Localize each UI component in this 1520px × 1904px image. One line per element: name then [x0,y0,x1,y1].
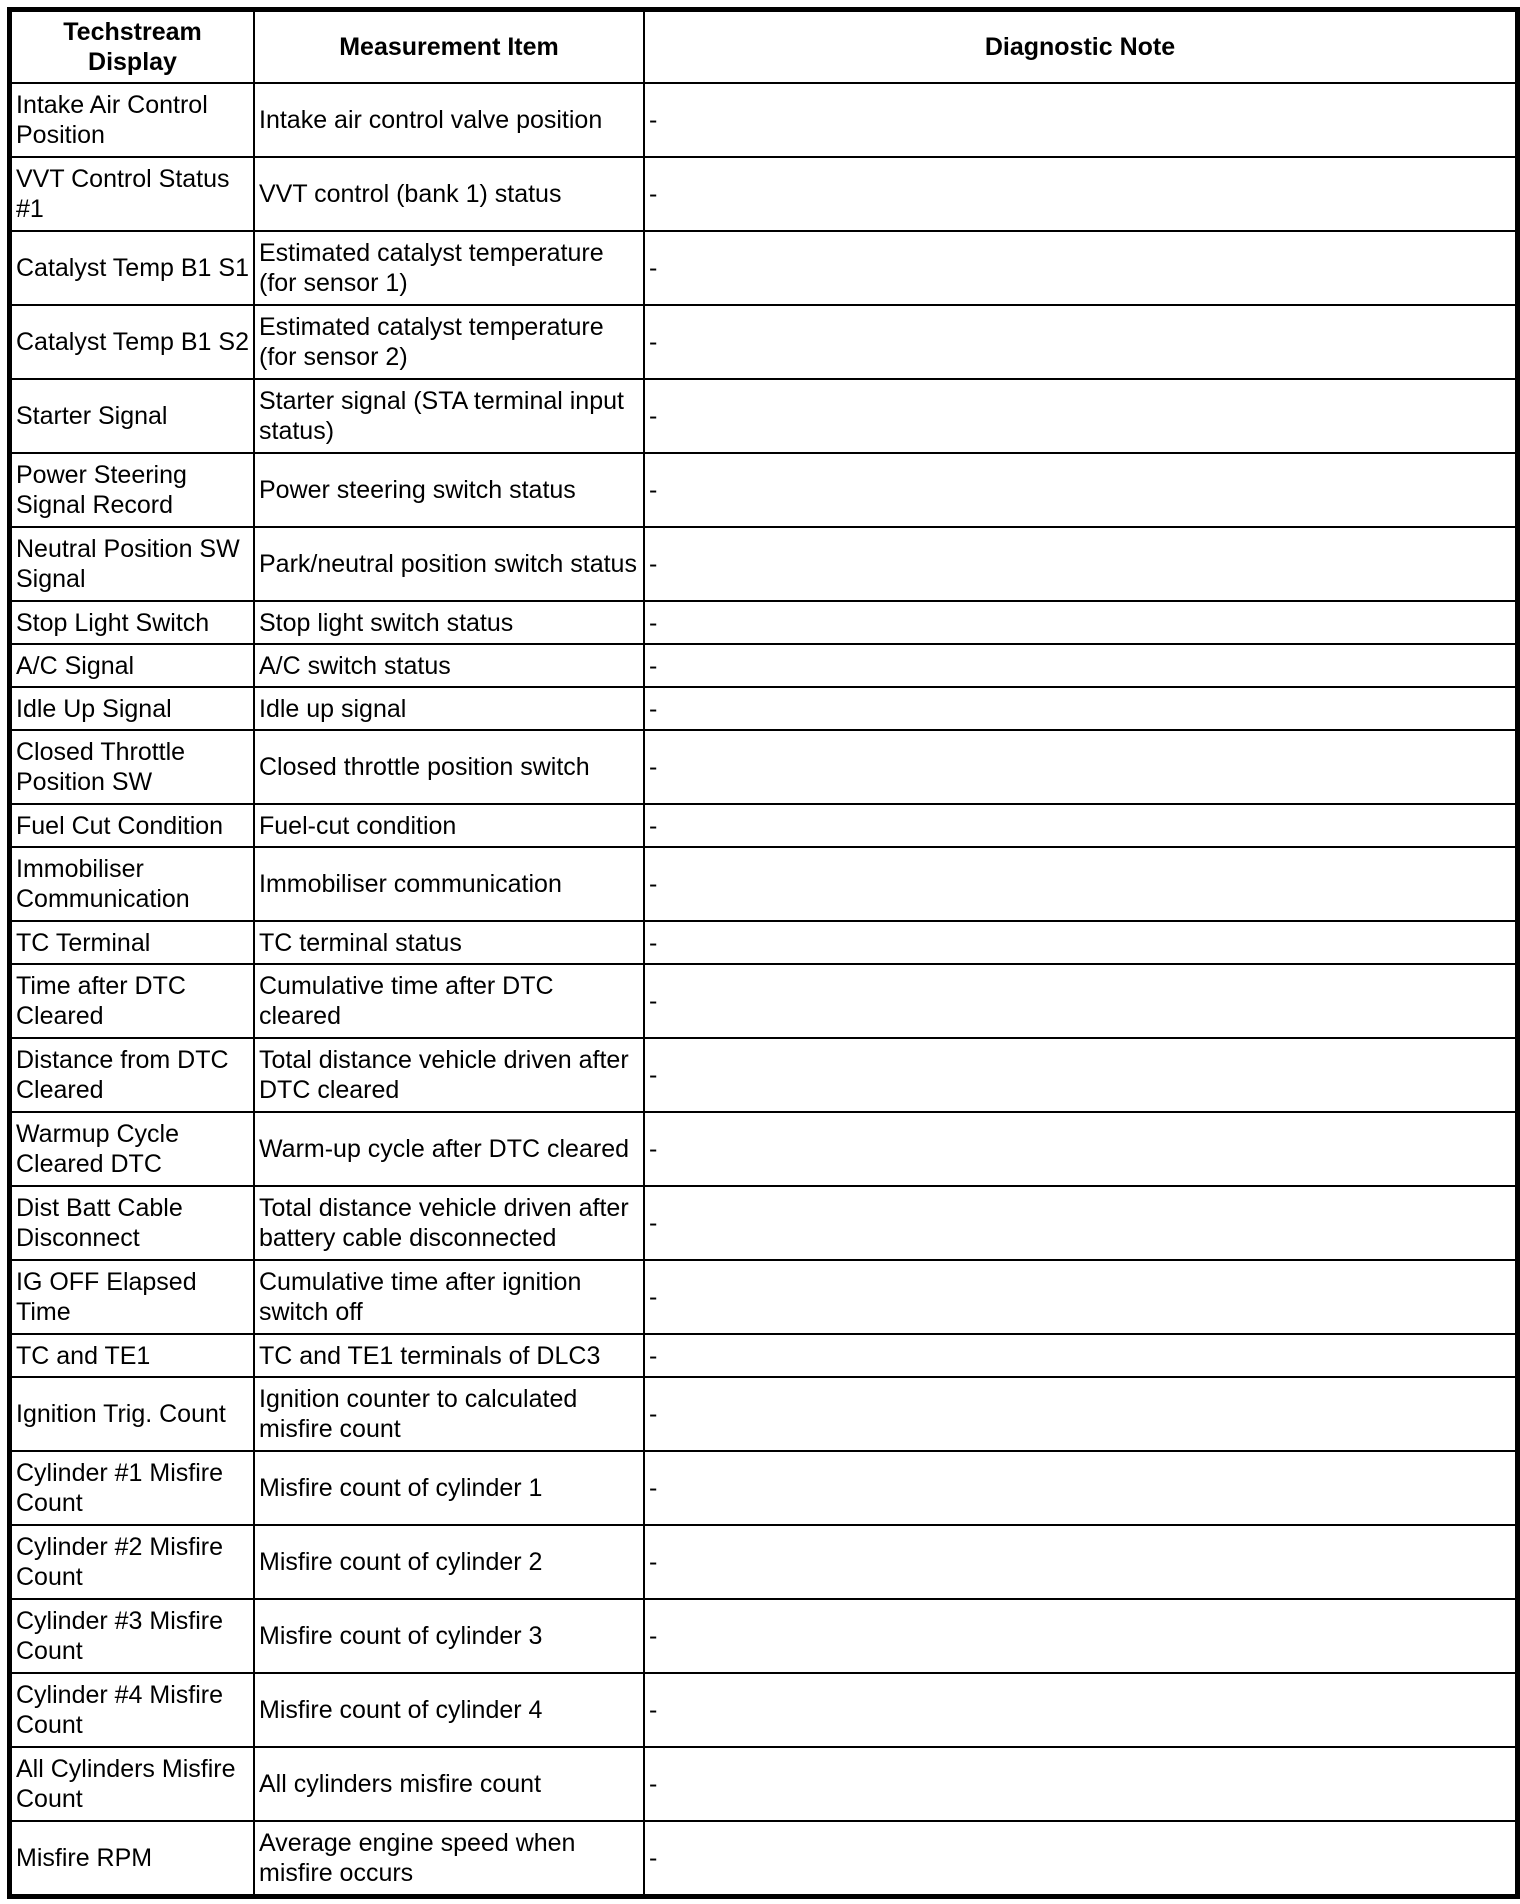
cell-note: - [644,157,1516,231]
cell-note: - [644,1821,1516,1895]
table-row [11,379,1516,453]
cell-note: - [644,1451,1516,1525]
table-frame [7,7,1520,1899]
cell-item: Warm-up cycle after DTC cleared [254,1112,644,1186]
header-measurement-item: Measurement Item [254,11,644,83]
table-row [11,1260,1516,1334]
cell-item: Cumulative time after DTC cleared [254,964,644,1038]
table-row [11,1599,1516,1673]
table-row [11,644,1516,687]
table-row [11,1747,1516,1821]
cell-item: Misfire count of cylinder 2 [254,1525,644,1599]
cell-item: Misfire count of cylinder 3 [254,1599,644,1673]
cell-item: All cylinders misfire count [254,1747,644,1821]
cell-item: Intake air control valve position [254,83,644,157]
cell-note: - [644,231,1516,305]
cell-display: Closed Throttle Position SW [11,730,254,804]
cell-note: - [644,1377,1516,1451]
cell-display: Catalyst Temp B1 S2 [11,305,254,379]
table-row [11,847,1516,921]
cell-note: - [644,601,1516,644]
table-row [11,231,1516,305]
table-row [11,83,1516,157]
cell-display: Cylinder #2 Misfire Count [11,1525,254,1599]
table-row [11,157,1516,231]
cell-item: Estimated catalyst temperature (for sensor 2) [254,305,644,379]
cell-display: Misfire RPM [11,1821,254,1895]
table-row [11,687,1516,730]
table-row [11,730,1516,804]
cell-note: - [644,1186,1516,1260]
cell-display: A/C Signal [11,644,254,687]
cell-item: Ignition counter to calculated misfire count [254,1377,644,1451]
cell-item: Average engine speed when misfire occurs [254,1821,644,1895]
table-row [11,1377,1516,1451]
header-row [11,11,1516,83]
cell-item: Total distance vehicle driven after DTC cleared [254,1038,644,1112]
table-row [11,1525,1516,1599]
cell-note: - [644,1673,1516,1747]
cell-display: Fuel Cut Condition [11,804,254,847]
cell-item: A/C switch status [254,644,644,687]
cell-display: VVT Control Status #1 [11,157,254,231]
cell-item: Cumulative time after ignition switch off [254,1260,644,1334]
cell-display: Cylinder #4 Misfire Count [11,1673,254,1747]
table-row [11,527,1516,601]
table-row [11,1038,1516,1112]
table-row [11,921,1516,964]
cell-note: - [644,1038,1516,1112]
table-row [11,1334,1516,1377]
cell-display: Distance from DTC Cleared [11,1038,254,1112]
document-sheet [7,7,1520,1904]
table-row [11,804,1516,847]
cell-display: Cylinder #3 Misfire Count [11,1599,254,1673]
cell-display: TC and TE1 [11,1334,254,1377]
cell-display: Stop Light Switch [11,601,254,644]
cell-item: Estimated catalyst temperature (for sensor 1) [254,231,644,305]
header-techstream-display: Techstream Display [11,11,254,83]
table-row [11,1673,1516,1747]
cell-display: All Cylinders Misfire Count [11,1747,254,1821]
cell-item: Stop light switch status [254,601,644,644]
cell-item: Misfire count of cylinder 4 [254,1673,644,1747]
cell-note: - [644,921,1516,964]
table-row [11,1112,1516,1186]
data-list-table [10,10,1517,1896]
table-header [11,11,1516,83]
table-row [11,601,1516,644]
cell-display: Time after DTC Cleared [11,964,254,1038]
cell-item: TC and TE1 terminals of DLC3 [254,1334,644,1377]
cell-item: Power steering switch status [254,453,644,527]
cell-note: - [644,1112,1516,1186]
cell-note: - [644,847,1516,921]
cell-item: Starter signal (STA terminal input status) [254,379,644,453]
cell-item: Immobiliser communication [254,847,644,921]
cell-display: Intake Air Control Position [11,83,254,157]
cell-note: - [644,453,1516,527]
cell-display: Starter Signal [11,379,254,453]
table-row [11,1451,1516,1525]
cell-note: - [644,730,1516,804]
cell-display: IG OFF Elapsed Time [11,1260,254,1334]
cell-item: Idle up signal [254,687,644,730]
header-diagnostic-note: Diagnostic Note [644,11,1516,83]
cell-display: Catalyst Temp B1 S1 [11,231,254,305]
cell-display: Immobiliser Communication [11,847,254,921]
cell-item: Total distance vehicle driven after battery cable disconnected [254,1186,644,1260]
cell-item: Fuel-cut condition [254,804,644,847]
table-body [11,83,1516,1895]
cell-note: - [644,1260,1516,1334]
cell-item: Closed throttle position switch [254,730,644,804]
cell-display: Ignition Trig. Count [11,1377,254,1451]
table-row [11,305,1516,379]
table-row [11,1186,1516,1260]
cell-note: - [644,687,1516,730]
cell-note: - [644,1525,1516,1599]
cell-item: Misfire count of cylinder 1 [254,1451,644,1525]
cell-note: - [644,964,1516,1038]
cell-item: TC terminal status [254,921,644,964]
cell-note: - [644,527,1516,601]
cell-display: TC Terminal [11,921,254,964]
cell-note: - [644,305,1516,379]
table-row [11,964,1516,1038]
cell-item: Park/neutral position switch status [254,527,644,601]
cell-display: Cylinder #1 Misfire Count [11,1451,254,1525]
cell-display: Warmup Cycle Cleared DTC [11,1112,254,1186]
cell-display: Idle Up Signal [11,687,254,730]
table-row [11,1821,1516,1895]
cell-note: - [644,83,1516,157]
cell-display: Power Steering Signal Record [11,453,254,527]
cell-note: - [644,1747,1516,1821]
cell-note: - [644,1599,1516,1673]
cell-note: - [644,804,1516,847]
cell-display: Neutral Position SW Signal [11,527,254,601]
table-row [11,453,1516,527]
cell-note: - [644,1334,1516,1377]
cell-item: VVT control (bank 1) status [254,157,644,231]
cell-display: Dist Batt Cable Disconnect [11,1186,254,1260]
cell-note: - [644,379,1516,453]
cell-note: - [644,644,1516,687]
